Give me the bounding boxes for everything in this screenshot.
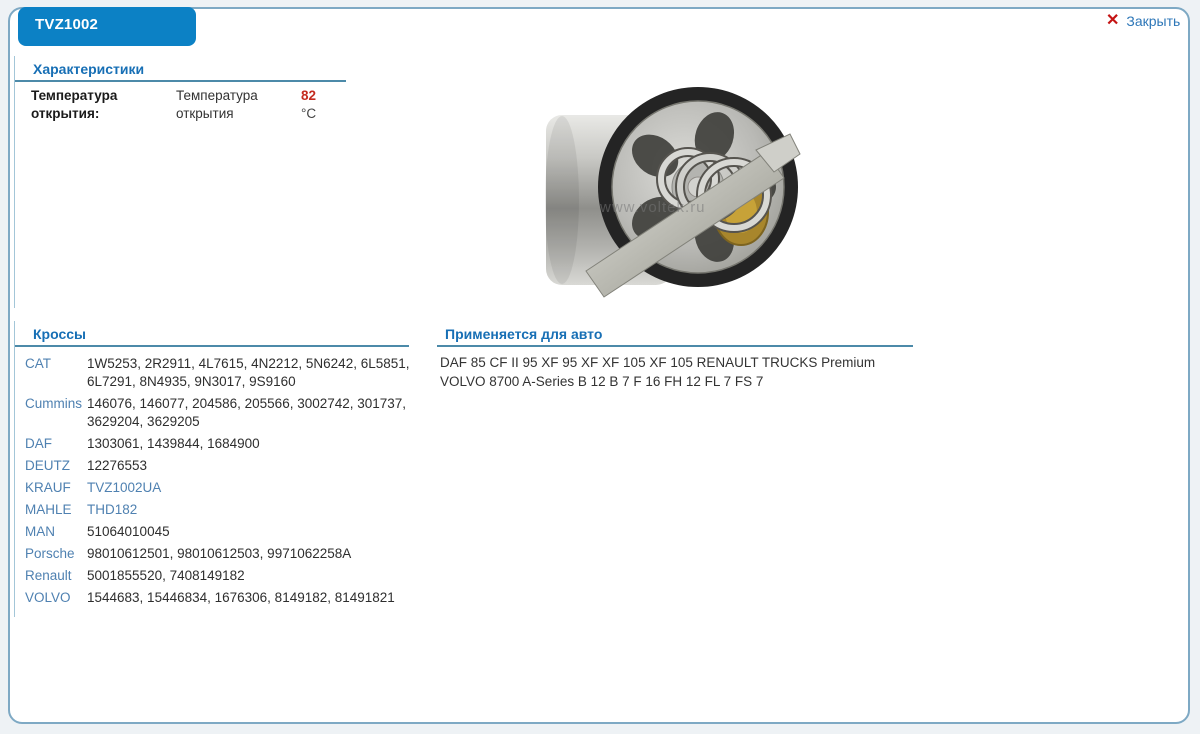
brand-link[interactable]: DAF — [25, 436, 52, 451]
cross-number-link[interactable]: THD182 — [87, 502, 138, 517]
applications-header — [437, 321, 913, 347]
applications-section — [437, 321, 913, 391]
close-x-icon[interactable]: ✕ — [1106, 12, 1120, 29]
characteristics-section — [14, 56, 1178, 308]
brand-link[interactable]: Porsche — [25, 546, 75, 561]
brand-link[interactable]: KRAUF — [25, 480, 71, 495]
crosses-header — [15, 321, 409, 347]
product-photo — [538, 66, 808, 306]
characteristic-value: 82 — [301, 88, 317, 103]
characteristics-title: Характеристики — [33, 61, 145, 77]
cross-numbers: 98010612501, 98010612503, 9971062258A — [87, 546, 352, 561]
cross-numbers: 1303061, 1439844, 1684900 — [87, 436, 260, 451]
watermark-text: www.voltek.ru — [600, 199, 706, 216]
part-number-label: TVZ1002 — [35, 16, 99, 33]
characteristic-param: Температура открытия — [176, 88, 258, 121]
crosses-table — [25, 353, 434, 609]
brand-link[interactable]: Cummins — [25, 396, 83, 411]
brand-link[interactable]: MAHLE — [25, 502, 72, 517]
cross-numbers: 1W5253, 2R2911, 4L7615, 4N2212, 5N6242, 6L5851, 6L7291, 8N4935, 9N3017, 9S9160 — [87, 356, 410, 389]
crosses-section — [14, 321, 434, 617]
brand-link[interactable]: Renault — [25, 568, 72, 583]
lower-sections — [14, 321, 1178, 621]
table-row — [25, 499, 434, 521]
cross-numbers: 51064010045 — [87, 524, 170, 539]
cross-numbers: 146076, 146077, 204586, 205566, 3002742, 301737, 3629204, 3629205 — [87, 396, 407, 429]
table-row — [25, 353, 434, 393]
part-number-tab[interactable] — [18, 7, 196, 46]
table-row — [25, 433, 434, 455]
cross-numbers: 5001855520, 7408149182 — [87, 568, 245, 583]
brand-link[interactable]: CAT — [25, 356, 51, 371]
cross-numbers: 12276553 — [87, 458, 148, 473]
close-button[interactable] — [1106, 13, 1180, 29]
applications-line: DAF 85 CF II 95 XF 95 XF XF 105 XF 105 RENAULT TRUCKS Premium — [440, 355, 876, 370]
characteristic-name: Температура открытия: — [31, 88, 118, 121]
cross-numbers: 1544683, 15446834, 1676306, 8149182, 81491821 — [87, 590, 395, 605]
table-row — [25, 477, 434, 499]
brand-link[interactable]: VOLVO — [25, 590, 71, 605]
cross-number-link[interactable]: TVZ1002UA — [87, 480, 162, 495]
table-row — [25, 587, 434, 609]
table-row — [25, 455, 434, 477]
applications-list — [440, 354, 913, 391]
applications-title: Применяется для авто — [445, 326, 603, 342]
applications-line: VOLVO 8700 A-Series B 12 B 7 F 16 FH 12 FL 7 FS 7 — [440, 373, 764, 389]
brand-link[interactable]: DEUTZ — [25, 458, 70, 473]
table-row — [25, 565, 434, 587]
close-label[interactable]: Закрыть — [1126, 13, 1181, 29]
table-row — [25, 543, 434, 565]
characteristic-unit: °C — [301, 106, 317, 121]
brand-link[interactable]: MAN — [25, 524, 55, 539]
table-row — [25, 521, 434, 543]
crosses-title: Кроссы — [33, 326, 86, 342]
characteristics-header — [15, 56, 346, 82]
thermostat-image — [538, 66, 808, 306]
table-row — [25, 393, 434, 433]
